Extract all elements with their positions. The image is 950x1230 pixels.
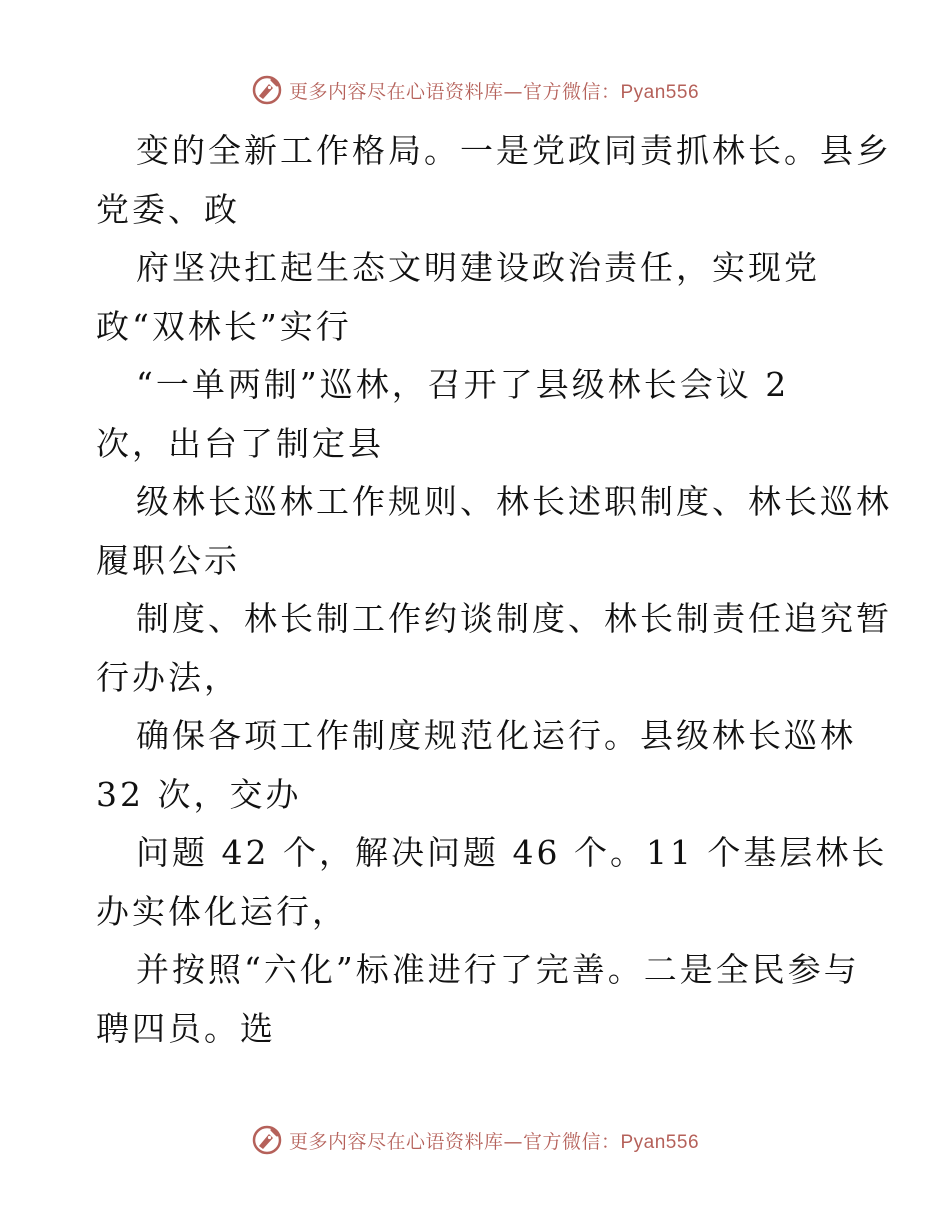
text-line: 变的全新工作格局。一是党政同责抓林长。县乡 (136, 131, 892, 170)
text-line: 制度、林长制工作约谈制度、林长制责任追究暂 (136, 599, 892, 638)
text-line: 确保各项工作制度规范化运行。县级林长巡林 (136, 716, 856, 755)
footer-banner-text (289, 1127, 699, 1154)
header-wechat-label: 官方微信： (522, 80, 621, 103)
footer-wechat-id: Pyan556 (620, 1131, 700, 1153)
header-wechat-id: Pyan556 (620, 81, 700, 103)
text-line: 问题 42 个，解决问题 46 个。11 个基层林长 (136, 833, 888, 872)
footer-site-text: 更多内容尽在心语资料库 (288, 1130, 504, 1153)
text-line: 党委、政 (96, 189, 240, 229)
header-separator: — (503, 80, 523, 103)
pen-nib-logo-icon (251, 1124, 283, 1156)
header-site-text: 更多内容尽在心语资料库 (288, 80, 504, 103)
header-banner-text (289, 77, 699, 104)
text-line: 聘四员。选 (96, 1008, 276, 1048)
text-line: 级林长巡林工作规则、林长述职制度、林长巡林 (136, 482, 892, 521)
footer-separator: — (503, 1130, 523, 1153)
text-line: 政“双林长”实行 (96, 306, 352, 346)
footer-banner (0, 1120, 950, 1160)
text-line: 履职公示 (96, 540, 240, 580)
text-line: 府坚决扛起生态文明建设政治责任，实现党 (136, 248, 820, 287)
footer-wechat-label: 官方微信： (522, 1130, 621, 1153)
document-body (96, 122, 892, 1058)
text-line: 32 次，交办 (96, 774, 302, 814)
text-line: 行办法， (96, 657, 240, 697)
text-line: “一单两制”巡林，召开了县级林长会议 2 (136, 365, 790, 404)
text-line: 办实体化运行， (96, 891, 348, 931)
pen-nib-logo-icon (251, 74, 283, 106)
text-line: 次，出台了制定县 (96, 423, 384, 463)
text-line: 并按照“六化”标准进行了完善。二是全民参与 (136, 950, 860, 989)
header-banner (0, 70, 950, 110)
